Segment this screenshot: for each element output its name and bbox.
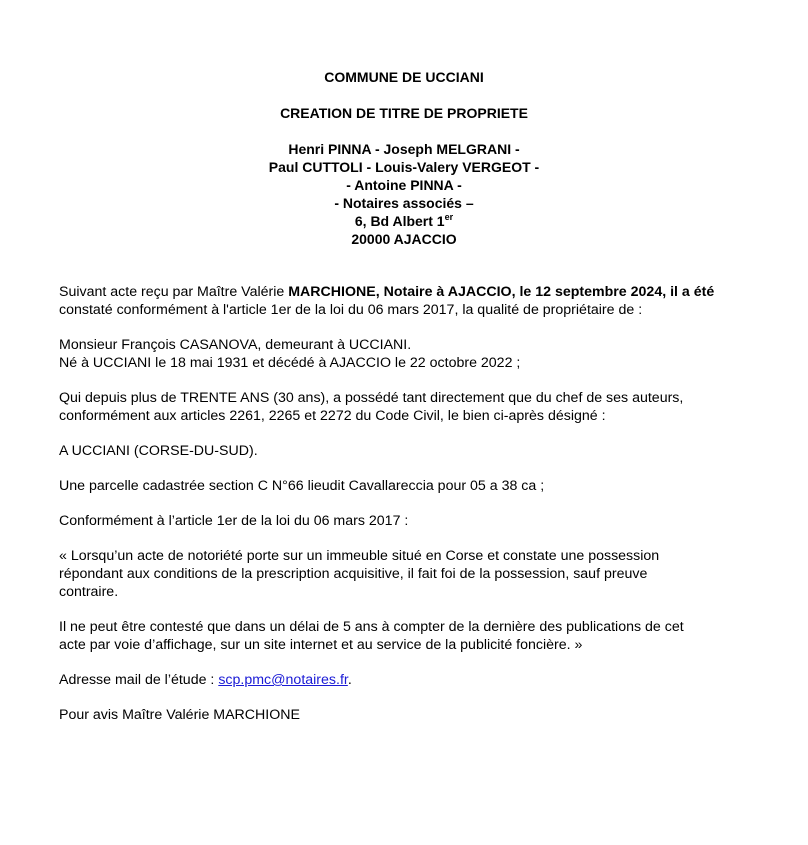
email-label: Adresse mail de l’étude : [59,672,219,688]
law-quote-line-3: contraire. [59,584,119,600]
owner-birth-death: Né à UCCIANI le 18 mai 1931 et décédé à AJACCIO le 22 octobre 2022 ; [59,355,521,371]
notaries-line-3: - Antoine PINNA - [346,177,462,193]
contest-line-1: Il ne peut être contesté que dans un délai de 5 ans à compter de la dernière des publications de cet [59,619,684,635]
commune-title: COMMUNE DE UCCIANI [324,69,484,85]
address-street-suffix: er [444,212,454,222]
address-street-text: 6, Bd Albert 1 [354,213,445,229]
deed-text: Suivant acte reçu par Maître Valérie [59,284,289,300]
deed-paragraph [59,283,759,301]
law-quote-line-1: « Lorsqu’un acte de notoriété porte sur un immeuble situé en Corse et constate une possession [59,548,660,564]
possession-line-2: conformément aux articles 2261, 2265 et 2272 du Code Civil, le bien ci-après désigné : [59,408,606,424]
owner-line: Monsieur François CASANOVA, demeurant à UCCIANI. [59,337,412,353]
signature-line: Pour avis Maître Valérie MARCHIONE [59,707,300,723]
property-location: A UCCIANI (CORSE-DU-SUD). [59,443,258,459]
contest-line-2: acte par voie d’affichage, sur un site internet et au service de la publicité foncière. » [59,637,583,653]
email-period: . [347,672,352,688]
notaries-line-2: Paul CUTTOLI - Louis-Valery VERGEOT - [268,159,540,175]
deed-paragraph-cont: constaté conformément à l'article 1er de la loi du 06 mars 2017, la qualité de propriétaire de : [59,302,643,318]
notice-header [0,68,808,248]
law-reference: Conformément à l’article 1er de la loi du 06 mars 2017 : [59,513,409,529]
notaries-line-4: - Notaires associés – [334,195,474,211]
law-quote-line-2: répondant aux conditions de la prescription acquisitive, il fait foi de la possession, sauf preuve [59,566,648,582]
email-link[interactable]: scp.pmc@notaires.fr [218,672,348,688]
possession-line-1: Qui depuis plus de TRENTE ANS (30 ans), a possédé tant directement que du chef de ses auteurs, [59,390,684,406]
deed-notary-bold: MARCHIONE, Notaire à AJACCIO, le 12 septembre 2024, il a été [288,284,715,300]
notice-body [59,283,759,724]
email-line [59,671,759,689]
creation-title: CREATION DE TITRE DE PROPRIETE [280,105,528,121]
parcel-description: Une parcelle cadastrée section C N°66 lieudit Cavallareccia pour 05 a 38 ca ; [59,478,545,494]
office-address-street [0,212,808,230]
office-address-city: 20000 AJACCIO [351,231,457,247]
notaries-line-1: Henri PINNA - Joseph MELGRANI - [288,141,520,157]
